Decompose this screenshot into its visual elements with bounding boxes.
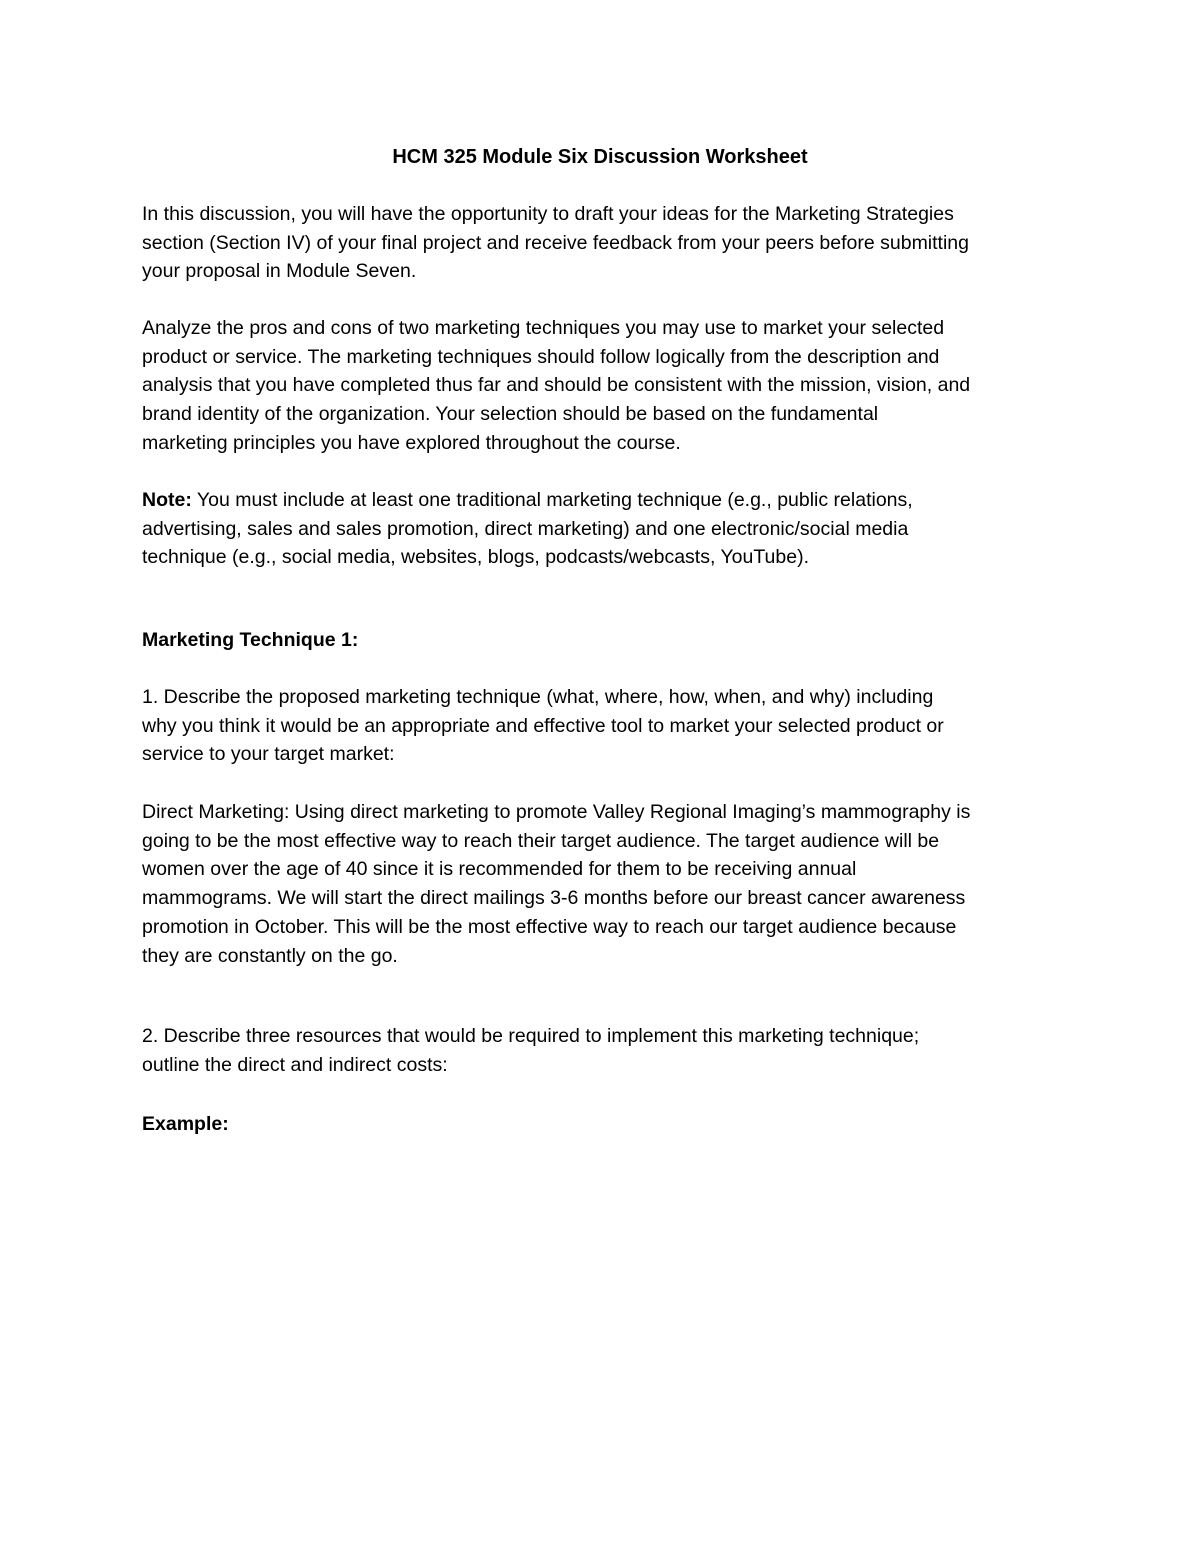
note-line: advertising, sales and sales promotion, direct marketing) and one electronic/social media (142, 517, 909, 540)
page-title: HCM 325 Module Six Discussion Worksheet (392, 146, 808, 168)
note-label: Note: (142, 489, 192, 511)
question-1-line: 1. Describe the proposed marketing technique (what, where, how, when, and why) including (142, 686, 934, 708)
note-text: You must include at least one traditional marketing technique (e.g., public relations, (191, 489, 913, 511)
question-1-line: why you think it would be an appropriate and effective tool to market your selected product or (142, 714, 944, 737)
intro-line: In this discussion, you will have the opportunity to draft your ideas for the Marketing Strategies (142, 203, 954, 225)
analyze-line: marketing principles you have explored throughout the course. (142, 431, 681, 454)
technique-heading-text: Marketing Technique 1: (142, 629, 359, 651)
analyze-line: product or service. The marketing techniques should follow logically from the description and (142, 345, 940, 368)
intro-line: your proposal in Module Seven. (142, 260, 417, 283)
question-2-line: 2. Describe three resources that would be required to implement this marketing technique; (142, 1025, 920, 1047)
analyze-line: Analyze the pros and cons of two marketing techniques you may use to market your selected (142, 317, 945, 339)
question-2 (142, 1022, 1082, 1079)
example-heading-text: Example: (142, 1113, 229, 1135)
analyze-paragraph (142, 314, 1082, 458)
answer-1-line: mammograms. We will start the direct mailings 3-6 months before our breast cancer awareness (142, 887, 966, 910)
technique-heading (142, 626, 1082, 655)
question-1 (142, 683, 1082, 769)
intro-line: section (Section IV) of your final project and receive feedback from your peers before submitting (142, 231, 969, 254)
intro-paragraph (142, 200, 1082, 286)
analyze-line: analysis that you have completed thus far and should be consistent with the mission, vision, and (142, 374, 971, 397)
answer-1-line: Direct Marketing: Using direct marketing to promote Valley Regional Imaging’s mammography is (142, 801, 971, 823)
analyze-line: brand identity of the organization. Your selection should be based on the fundamental (142, 403, 879, 426)
question-1-line: service to your target market: (142, 743, 395, 766)
answer-1-line: going to be the most effective way to reach their target audience. The target audience will be (142, 829, 940, 852)
answer-1 (142, 798, 1082, 970)
answer-1-line: promotion in October. This will be the most effective way to reach our target audience because (142, 915, 957, 938)
example-heading (142, 1110, 1082, 1139)
note-line (142, 486, 1082, 515)
answer-1-line: women over the age of 40 since it is recommended for them to be receiving annual (142, 858, 857, 881)
note-line: technique (e.g., social media, websites, blogs, podcasts/webcasts, YouTube). (142, 546, 809, 569)
question-2-line: outline the direct and indirect costs: (142, 1053, 448, 1076)
answer-1-line: they are constantly on the go. (142, 944, 398, 967)
note-paragraph (142, 486, 1082, 572)
